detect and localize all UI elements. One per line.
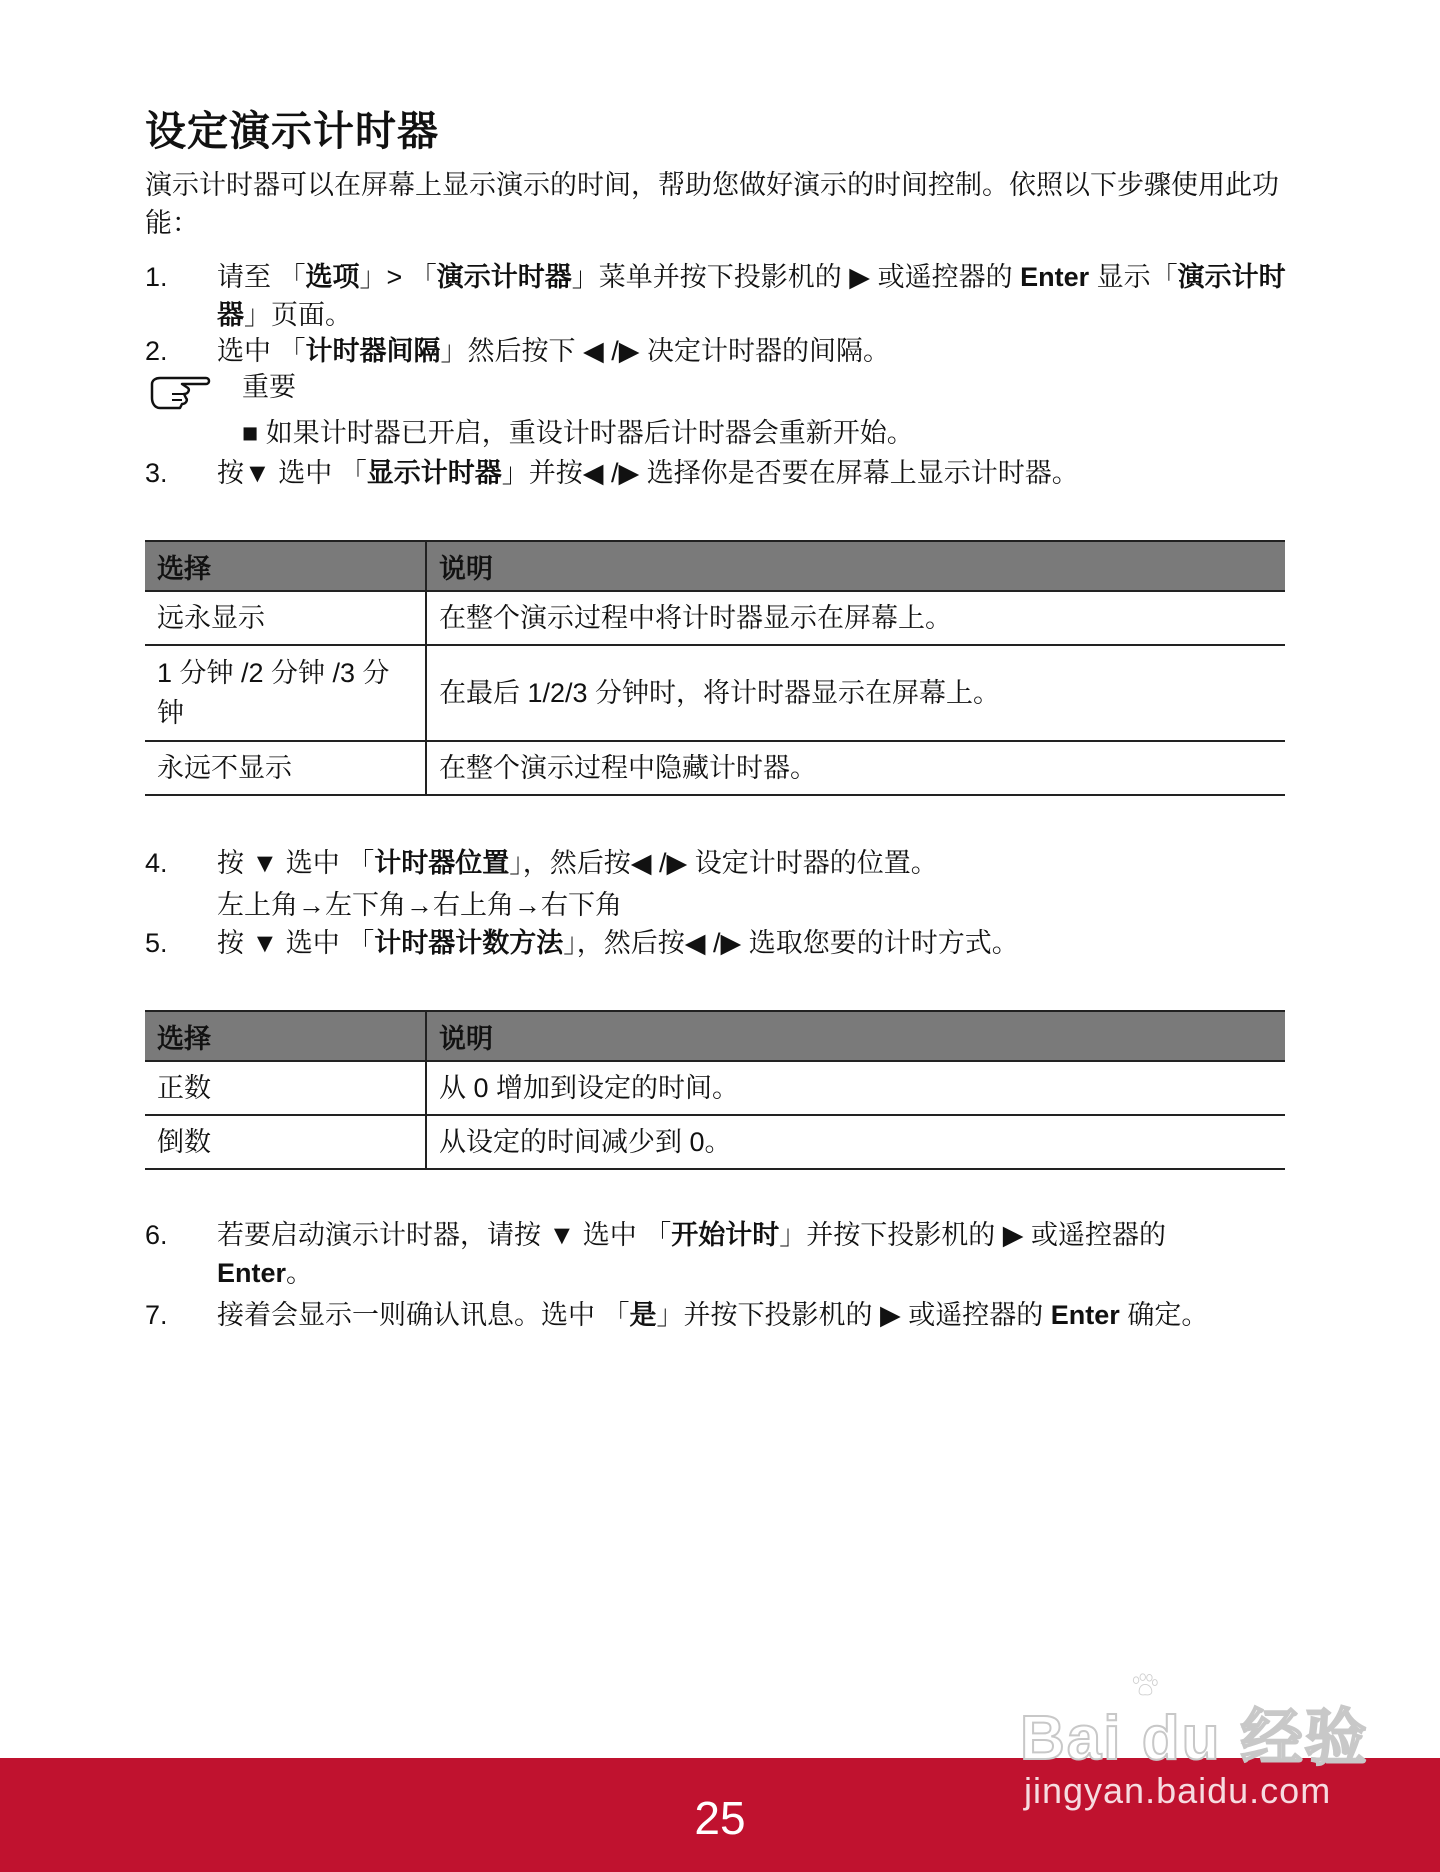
- table-row: [145, 1115, 1285, 1169]
- step-number: 7.: [145, 1300, 168, 1330]
- table-cell: 永远不显示: [145, 741, 426, 795]
- step-number: 1.: [145, 262, 168, 292]
- step-number: 5.: [145, 928, 168, 958]
- table-header: 说明: [426, 541, 1285, 591]
- step-number: 4.: [145, 848, 168, 878]
- intro-paragraph: 演示计时器可以在屏幕上显示演示的时间，帮助您做好演示的时间控制。依照以下步骤使用此功能：: [145, 170, 1279, 238]
- table-row: [145, 645, 1285, 741]
- step-text: 接着会显示一则确认讯息。选中 「是」并按下投影机的 ▶ 或遥控器的 Enter 确定。: [217, 1300, 1209, 1330]
- table-cell: 从设定的时间减少到 0。: [426, 1115, 1285, 1169]
- step-text: 选中 「计时器间隔」然后按下 ◀ /▶ 决定计时器的间隔。: [217, 336, 891, 366]
- step-text: 请至 「选项」> 「演示计时器」菜单并按下投影机的 ▶ 或遥控器的 Enter 显示「演示计时器」页面。: [217, 262, 1286, 330]
- table-cell: 远永显示: [145, 591, 426, 645]
- note-item: ■ 如果计时器已开启，重设计时器后计时器会重新开始。: [242, 418, 914, 448]
- timer-display-table: [145, 540, 1285, 796]
- table-header-row: [145, 1011, 1285, 1061]
- step-text: 若要启动演示计时器，请按 ▼ 选中 「开始计时」并按下投影机的 ▶ 或遥控器的 Enter。: [217, 1220, 1167, 1288]
- step-number: 2.: [145, 336, 168, 366]
- table-cell: 倒数: [145, 1115, 426, 1169]
- step-text: 按▼ 选中 「显示计时器」并按◀ /▶ 选择你是否要在屏幕上显示计时器。: [217, 458, 1079, 488]
- watermark-url: jingyan.baidu.com: [1024, 1770, 1332, 1811]
- page-number: 25: [694, 1792, 746, 1844]
- table-cell: 在整个演示过程中将计时器显示在屏幕上。: [426, 591, 1285, 645]
- table-cell: 在整个演示过程中隐藏计时器。: [426, 741, 1285, 795]
- table-cell: 1 分钟 /2 分钟 /3 分钟: [145, 645, 426, 741]
- table-row: [145, 1061, 1285, 1115]
- pointing-hand-icon: [148, 370, 214, 412]
- table-cell: 在最后 1/2/3 分钟时，将计时器显示在屏幕上。: [426, 645, 1285, 741]
- step-text: 按 ▼ 选中 「计时器计数方法」，然后按◀ /▶ 选取您要的计时方式。: [217, 928, 1019, 958]
- step-text: 按 ▼ 选中 「计时器位置」，然后按◀ /▶ 设定计时器的位置。: [217, 848, 938, 878]
- table-header: 选择: [145, 541, 426, 591]
- watermark-brand: Bai du 经验: [1020, 1704, 1369, 1773]
- position-sequence: 左上角→左下角→右上角→右下角: [217, 890, 622, 920]
- count-method-table: [145, 1010, 1285, 1170]
- table-header-row: [145, 541, 1285, 591]
- table-row: [145, 741, 1285, 795]
- table-cell: 从 0 增加到设定的时间。: [426, 1061, 1285, 1115]
- step-number: 6.: [145, 1220, 168, 1250]
- table-cell: 正数: [145, 1061, 426, 1115]
- table-row: [145, 591, 1285, 645]
- page-title: 设定演示计时器: [145, 108, 439, 154]
- step-number: 3.: [145, 458, 168, 488]
- table-header: 说明: [426, 1011, 1285, 1061]
- note-label: 重要: [242, 372, 296, 402]
- table-header: 选择: [145, 1011, 426, 1061]
